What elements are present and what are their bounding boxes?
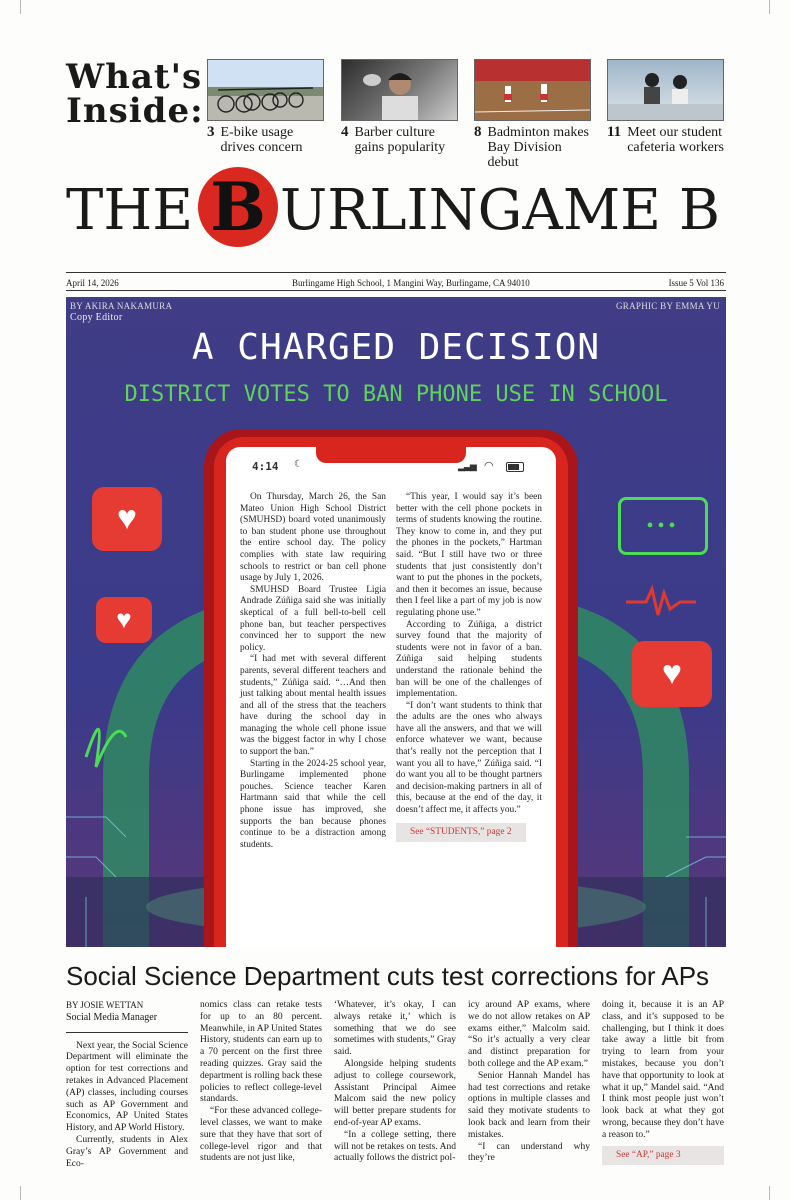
barber-photo bbox=[341, 59, 458, 121]
crop-mark bbox=[769, 1186, 770, 1200]
story2-col1 bbox=[66, 1000, 188, 1170]
teaser-page-number: 3 bbox=[207, 124, 215, 140]
teaser-text: Bay Division debut bbox=[487, 140, 562, 170]
paragraph: “For these advanced college-level classes, we want to make sure that they have that sort of college-level rigor and that students are not just like, bbox=[200, 1106, 322, 1164]
byline-rule bbox=[66, 1032, 188, 1033]
moon-icon: ☾ bbox=[294, 459, 303, 470]
phone-notch bbox=[316, 447, 466, 463]
jump-link-ap[interactable]: See “AP,” page 3 bbox=[602, 1146, 724, 1166]
paragraph: Alongside helping students adjust to college coursework, Assistant Principal Aimee Malcom said the new policy will better prepare students for end-of-year AP exams. bbox=[334, 1058, 456, 1128]
badminton-illustration bbox=[475, 60, 590, 120]
teaser-text: cafeteria workers bbox=[627, 140, 724, 155]
battery-icon bbox=[506, 462, 524, 472]
wifi-icon: ◠ bbox=[484, 460, 494, 472]
teaser-badminton[interactable] bbox=[474, 59, 592, 170]
teaser-text: Barber culture bbox=[354, 125, 435, 140]
paragraph: According to Zúñiga, a district survey found that the majority of students were not in favor of a ban. Zúñiga said helping students understand the rationale behind the ban will be one of the challenges of implementation. bbox=[396, 619, 542, 700]
graphic-credit: GRAPHIC BY EMMA YU bbox=[616, 301, 720, 311]
teaser-text: Meet our student bbox=[627, 125, 723, 140]
cover-byline: BY AKIRA NAKAMURA bbox=[70, 301, 173, 311]
cover-headline: A CHARGED DECISION bbox=[191, 327, 601, 368]
teaser-page-number: 4 bbox=[341, 124, 349, 140]
teaser-page-number: 11 bbox=[607, 124, 622, 140]
issue-date: April 14, 2026 bbox=[66, 278, 119, 288]
paragraph: SMUHSD Board Trustee Ligia Andrade Zúñiga said she was initially skeptical of a full bell-to-bell cell phone ban, but teacher perspectives convinced her to support the new policy. bbox=[240, 584, 386, 653]
teaser-barber[interactable] bbox=[341, 59, 459, 155]
issue-number: Issue 5 Vol 136 bbox=[668, 278, 724, 288]
whats-inside-title bbox=[66, 57, 204, 131]
paragraph: “I had met with several different parents, several different teachers and students,” Zúñiga said. “…And then just talking about mental health issues and all of the stress that the teachers have during the school day in managing the whole cell phone issue was the biggest factor in why I chose to support the ban.” bbox=[240, 654, 386, 758]
masthead bbox=[66, 167, 726, 257]
phone-time: 4:14 bbox=[252, 460, 279, 473]
teaser-text: gains popularity bbox=[354, 140, 446, 155]
crop-mark bbox=[20, 1186, 21, 1200]
story2-col5 bbox=[602, 1000, 724, 1165]
crop-mark bbox=[20, 0, 21, 14]
paragraph: On Thursday, March 26, the San Mateo Union High School District (SMUHSD) board voted unanimously to ban student phone use throughout the entire school day. The policy complies with state law requiring schools to restrict or ban cell phone usage by July 1, 2026. bbox=[240, 492, 386, 584]
paragraph: nomics class can retake tests for up to an 80 percent. Meanwhile, in AP United States History, students can earn up to a 70 percent on the first three reading quizzes. Gray said the department is rolling back these policies to reflect college-level standards. bbox=[200, 1000, 322, 1105]
school-address: Burlingame High School, 1 Mangini Way, Burlingame, CA 94010 bbox=[292, 278, 530, 288]
heart-bubble-icon: ♥ bbox=[632, 641, 712, 707]
cover-illustration bbox=[66, 297, 726, 947]
story2-headline: Social Science Department cuts test corrections for APs bbox=[66, 961, 710, 991]
cafeteria-photo bbox=[607, 59, 724, 121]
paragraph: “I can understand why they’re bbox=[468, 1141, 590, 1164]
paragraph: Starting in the 2024-25 school year, Burlingame implemented phone pouches. Science teacher Karen Hartmann said that while the cell phone issue has improved, she supports the ban because phones continue to be a distraction among students. bbox=[240, 758, 386, 850]
barber-illustration bbox=[342, 60, 457, 120]
story2-col4 bbox=[468, 1000, 590, 1165]
logo-letter: B bbox=[210, 168, 266, 246]
crop-mark bbox=[769, 0, 770, 14]
ebike-photo bbox=[207, 59, 324, 121]
teaser-cafeteria[interactable] bbox=[607, 59, 725, 155]
masthead-the: THE bbox=[66, 178, 194, 243]
cover-story-col1 bbox=[240, 492, 386, 851]
paragraph: doing it, because it is an AP class, and it’s supposed to be challenging, but I think it does take away a little bit from trying to learn from your mistakes, because you don’t have that opportunity to look at what it up,” Mandel said. “And I think most people just won’t look back at what they got wrong, because they don’t have a reason to.” bbox=[602, 1000, 724, 1140]
story2-col3 bbox=[334, 1000, 456, 1165]
header-rule-bottom bbox=[66, 290, 726, 291]
chat-bubble-icon: ••• bbox=[618, 497, 708, 555]
heart-bubble-icon: ♥ bbox=[96, 597, 152, 643]
teaser-text: E-bike usage bbox=[220, 125, 294, 140]
cover-story bbox=[240, 492, 542, 851]
paragraph: “In a college setting, there will not be retakes on tests. And actually follows the district pol- bbox=[334, 1129, 456, 1164]
whats-inside-line1: What's bbox=[66, 57, 203, 97]
paragraph: icy around AP exams, where we do not allow retakes on AP exams either,” Malcolm said. “So it’s actually a very clear and distinct preparation for both college and the AP exam.” bbox=[468, 1000, 590, 1069]
paragraph: “This year, I would say it’s been better with the cell phone pockets in terms of students knowing the routine. They know to come in, and they put the phones in the pockets,” Hartman said. “But I still have two or three students that just consistently don’t want to put the phones in the pockets, and then it becomes an issue, because then I feel like a part of my job is now regulating phone use.” bbox=[396, 492, 542, 618]
paragraph: Currently, students in Alex Gray’s AP Government and Eco- bbox=[66, 1134, 188, 1169]
jump-link-students[interactable]: See “STUDENTS,” page 2 bbox=[396, 823, 526, 843]
logo-b bbox=[198, 167, 278, 247]
signal-icon: ▂▃▅ bbox=[458, 461, 476, 471]
paragraph: “I don’t want students to think that the adults are the ones who always have all the answers, and that we will enforce whatever we want, because that’s really not the perception that I want you all to have,” Zúñiga said. “I do want you all to be thought partners and decision-making partners in all of this, because at the end of the day, it doesn’t affect me, it affects you.” bbox=[396, 700, 542, 816]
paragraph: Next year, the Social Science Department will eliminate the option for test corrections and retakes in Advanced Placement (AP) classes, including courses such as AP Government and Economics, AP United States History, and AP World History. bbox=[66, 1040, 188, 1134]
story2-body bbox=[66, 1000, 726, 1169]
masthead-name: URLINGAME B bbox=[280, 178, 721, 243]
badminton-photo bbox=[474, 59, 591, 121]
teaser-text: Badminton makes bbox=[487, 125, 589, 140]
paragraph: Senior Hannah Mandel has had test corrections and retake options in multiple classes and said they motivate students to look back and learn from their mistakes. bbox=[468, 1070, 590, 1140]
cover-byline-role: Copy Editor bbox=[70, 312, 123, 323]
heart-bubble-icon: ♥ bbox=[92, 487, 162, 551]
cover-story-col2 bbox=[396, 492, 542, 851]
header-rule bbox=[66, 272, 726, 273]
story2-byline-role: Social Media Manager bbox=[66, 1011, 158, 1023]
story2-byline: BY JOSIE WETTAN bbox=[66, 1000, 144, 1010]
cafeteria-illustration bbox=[608, 60, 723, 120]
bike-rack-illustration bbox=[208, 60, 323, 120]
whats-inside-line2: Inside: bbox=[66, 91, 204, 131]
teaser-page-number: 8 bbox=[474, 124, 482, 140]
cover-subheadline: DISTRICT VOTES TO BAN PHONE USE IN SCHOOL bbox=[124, 382, 668, 407]
paragraph: ‘Whatever, it’s okay, I can always retake it,’ which is something that we do see sometimes with students,” Gray said. bbox=[334, 1000, 456, 1058]
story2-col2 bbox=[200, 1000, 322, 1165]
teaser-ebike[interactable] bbox=[207, 59, 325, 155]
teaser-text: drives concern bbox=[220, 140, 303, 155]
